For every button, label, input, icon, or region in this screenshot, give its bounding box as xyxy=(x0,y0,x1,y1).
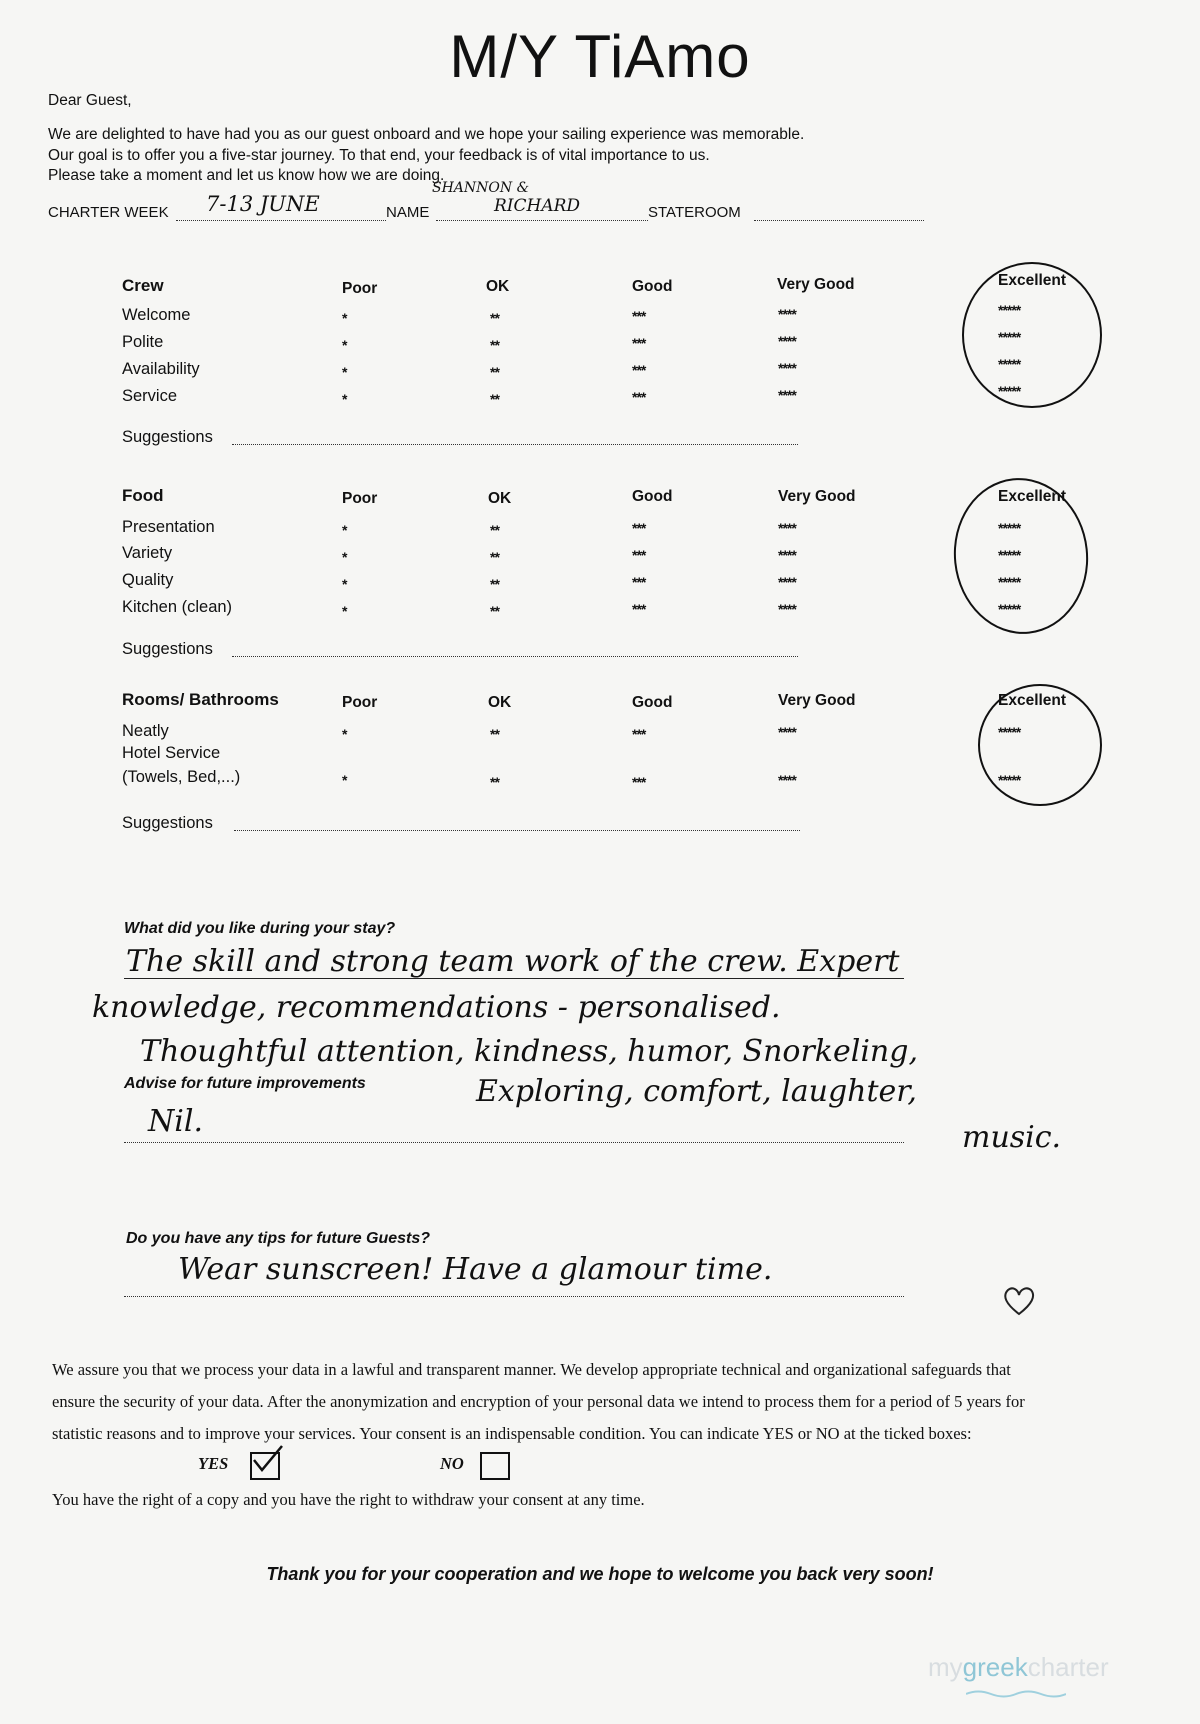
wave-icon xyxy=(966,1686,1066,1696)
col-very-good: Very Good xyxy=(778,692,856,709)
col-very-good: Very Good xyxy=(777,276,855,293)
crew-polite-ok[interactable]: ** xyxy=(490,337,499,353)
food-item-presentation: Presentation xyxy=(122,518,215,536)
rooms-neatly-very-good[interactable]: **** xyxy=(778,724,796,740)
checkmark-icon xyxy=(250,1444,284,1474)
food-presentation-very-good[interactable]: **** xyxy=(778,520,796,536)
rooms-service-poor[interactable]: * xyxy=(342,772,347,788)
col-poor: Poor xyxy=(342,280,378,297)
watermark-logo: mygreekcharter xyxy=(928,1652,1109,1682)
stateroom-label: STATEROOM xyxy=(648,204,741,221)
no-label: NO xyxy=(440,1454,464,1473)
food-quality-good[interactable]: *** xyxy=(632,574,646,590)
col-excellent: Excellent xyxy=(998,272,1067,289)
rooms-suggestions-line[interactable] xyxy=(234,830,800,831)
food-variety-good[interactable]: *** xyxy=(632,547,646,563)
col-very-good: Very Good xyxy=(778,488,856,505)
charter-week-label: CHARTER WEEK xyxy=(48,204,169,221)
crew-polite-poor[interactable]: * xyxy=(342,337,347,353)
section-heading-rooms: Rooms/ Bathrooms xyxy=(122,690,279,709)
col-excellent: Excellent xyxy=(998,692,1067,709)
name-value-line2[interactable]: RICHARD xyxy=(494,196,581,216)
crew-availability-poor[interactable]: * xyxy=(342,364,347,380)
liked-answer-line-5[interactable]: music. xyxy=(962,1120,1062,1155)
food-quality-very-good[interactable]: **** xyxy=(778,574,796,590)
food-variety-ok[interactable]: ** xyxy=(490,549,499,565)
crew-welcome-ok[interactable]: ** xyxy=(490,310,499,326)
crew-service-ok[interactable]: ** xyxy=(490,391,499,407)
crew-service-poor[interactable]: * xyxy=(342,391,347,407)
food-excellent-circle xyxy=(946,471,1096,640)
food-variety-poor[interactable]: * xyxy=(342,549,347,565)
col-poor: Poor xyxy=(342,694,378,711)
rooms-neatly-good[interactable]: *** xyxy=(632,726,646,742)
food-presentation-ok[interactable]: ** xyxy=(490,522,499,538)
crew-service-good[interactable]: *** xyxy=(632,389,646,405)
yes-label: YES xyxy=(198,1454,229,1473)
crew-service-excellent[interactable]: ***** xyxy=(998,383,1021,399)
food-item-kitchen: Kitchen (clean) xyxy=(122,598,233,616)
rooms-neatly-poor[interactable]: * xyxy=(342,726,347,742)
food-kitchen-poor[interactable]: * xyxy=(342,603,347,619)
col-good: Good xyxy=(632,694,673,711)
crew-welcome-very-good[interactable]: **** xyxy=(778,306,796,322)
food-kitchen-ok[interactable]: ** xyxy=(490,603,499,619)
food-item-quality: Quality xyxy=(122,571,174,589)
rooms-neatly-ok[interactable]: ** xyxy=(490,726,499,742)
rooms-service-very-good[interactable]: **** xyxy=(778,772,796,788)
food-presentation-excellent[interactable]: ***** xyxy=(998,520,1021,536)
crew-item-availability: Availability xyxy=(122,360,200,378)
liked-question: What did you like during your stay? xyxy=(124,920,396,937)
food-presentation-good[interactable]: *** xyxy=(632,520,646,536)
crew-polite-excellent[interactable]: ***** xyxy=(998,329,1021,345)
crew-service-very-good[interactable]: **** xyxy=(778,387,796,403)
rooms-item-neatly: Neatly xyxy=(122,722,169,740)
food-item-variety: Variety xyxy=(122,544,173,562)
stateroom-line[interactable] xyxy=(754,220,924,221)
col-poor: Poor xyxy=(342,490,378,507)
privacy-rights: You have the right of a copy and you have the right to withdraw your consent at any time. xyxy=(52,1490,645,1509)
privacy-line-3: statistic reasons and to improve your services. Your consent is an indispensable condition. You can indicate YES or NO at the ticked boxes: xyxy=(52,1424,972,1443)
crew-welcome-excellent[interactable]: ***** xyxy=(998,302,1021,318)
col-ok: OK xyxy=(486,278,510,295)
rooms-suggestions-label: Suggestions xyxy=(122,814,213,832)
col-good: Good xyxy=(632,278,673,295)
crew-welcome-good[interactable]: *** xyxy=(632,308,646,324)
section-heading-food: Food xyxy=(122,486,164,505)
crew-polite-very-good[interactable]: **** xyxy=(778,333,796,349)
name-label: NAME xyxy=(386,204,430,221)
tips-answer[interactable]: Wear sunscreen! Have a glamour time. xyxy=(178,1252,773,1287)
advise-question: Advise for future improvements xyxy=(124,1075,366,1092)
rooms-excellent-circle xyxy=(978,684,1102,806)
crew-suggestions-line[interactable] xyxy=(232,444,798,445)
tips-question: Do you have any tips for future Guests? xyxy=(126,1230,431,1247)
col-good: Good xyxy=(632,488,673,505)
crew-item-welcome: Welcome xyxy=(122,306,191,324)
crew-suggestions-label: Suggestions xyxy=(122,428,213,446)
crew-welcome-poor[interactable]: * xyxy=(342,310,347,326)
col-ok: OK xyxy=(488,490,512,507)
yes-checkbox[interactable] xyxy=(250,1452,280,1480)
food-kitchen-excellent[interactable]: ***** xyxy=(998,601,1021,617)
liked-answer-line-3[interactable]: Thoughtful attention, kindness, humor, Snorkeling, xyxy=(140,1034,918,1069)
intro-line-1: We are delighted to have had you as our guest onboard and we hope your sailing experience was memorable. xyxy=(48,126,805,143)
privacy-line-1: We assure you that we process your data in a lawful and transparent manner. We develop appropriate technical and organizational safeguards that xyxy=(52,1360,1011,1379)
page-title: M/Y TiAmo xyxy=(449,23,751,90)
col-excellent: Excellent xyxy=(998,488,1067,505)
rooms-neatly-excellent[interactable]: ***** xyxy=(998,724,1021,740)
crew-availability-good[interactable]: *** xyxy=(632,362,646,378)
crew-item-service: Service xyxy=(122,387,178,405)
food-kitchen-very-good[interactable]: **** xyxy=(778,601,796,617)
crew-availability-excellent[interactable]: ***** xyxy=(998,356,1021,372)
greeting: Dear Guest, xyxy=(48,92,132,109)
col-ok: OK xyxy=(488,694,512,711)
liked-answer-line-1[interactable]: The skill and strong team work of the crew. Expert xyxy=(126,944,900,979)
no-checkbox[interactable] xyxy=(480,1452,510,1480)
section-heading-crew: Crew xyxy=(122,276,164,295)
charter-week-value[interactable]: 7-13 JUNE xyxy=(206,192,320,216)
rooms-service-good[interactable]: *** xyxy=(632,774,646,790)
crew-item-polite: Polite xyxy=(122,333,164,351)
crew-availability-very-good[interactable]: **** xyxy=(778,360,796,376)
food-variety-very-good[interactable]: **** xyxy=(778,547,796,563)
crew-polite-good[interactable]: *** xyxy=(632,335,646,351)
tips-answer-line xyxy=(124,1296,904,1297)
food-suggestions-label: Suggestions xyxy=(122,640,213,658)
closing-message: Thank you for your cooperation and we hope to welcome you back very soon! xyxy=(266,1564,934,1584)
advise-answer[interactable]: Nil. xyxy=(148,1104,203,1139)
crew-availability-ok[interactable]: ** xyxy=(490,364,499,380)
food-quality-poor[interactable]: * xyxy=(342,576,347,592)
food-quality-excellent[interactable]: ***** xyxy=(998,574,1021,590)
charter-week-line xyxy=(176,220,386,221)
crew-excellent-circle xyxy=(962,262,1102,408)
advise-answer-line xyxy=(124,1142,904,1143)
rooms-service-ok[interactable]: ** xyxy=(490,774,499,790)
liked-answer-line-4[interactable]: Exploring, comfort, laughter, xyxy=(476,1074,917,1109)
food-variety-excellent[interactable]: ***** xyxy=(998,547,1021,563)
food-kitchen-good[interactable]: *** xyxy=(632,601,646,617)
rooms-item-towels: (Towels, Bed,...) xyxy=(122,768,241,786)
rooms-service-excellent[interactable]: ***** xyxy=(998,772,1021,788)
intro-line-3: Please take a moment and let us know how we are doing. xyxy=(48,167,445,184)
rooms-item-hotel-service: Hotel Service xyxy=(122,744,221,762)
food-suggestions-line[interactable] xyxy=(232,656,798,657)
food-presentation-poor[interactable]: * xyxy=(342,522,347,538)
intro-line-2: Our goal is to offer you a five-star journey. To that end, your feedback is of vital importance to us. xyxy=(48,147,710,164)
privacy-line-2: ensure the security of your data. After the anonymization and encryption of your personal data we intend to process them for a period of 5 years for xyxy=(52,1392,1025,1411)
liked-answer-line-2[interactable]: knowledge, recommendations - personalised. xyxy=(92,990,781,1025)
heart-doodle-icon xyxy=(1000,1284,1038,1318)
name-value-line1[interactable]: SHANNON & xyxy=(432,180,530,196)
name-line xyxy=(436,220,648,221)
food-quality-ok[interactable]: ** xyxy=(490,576,499,592)
